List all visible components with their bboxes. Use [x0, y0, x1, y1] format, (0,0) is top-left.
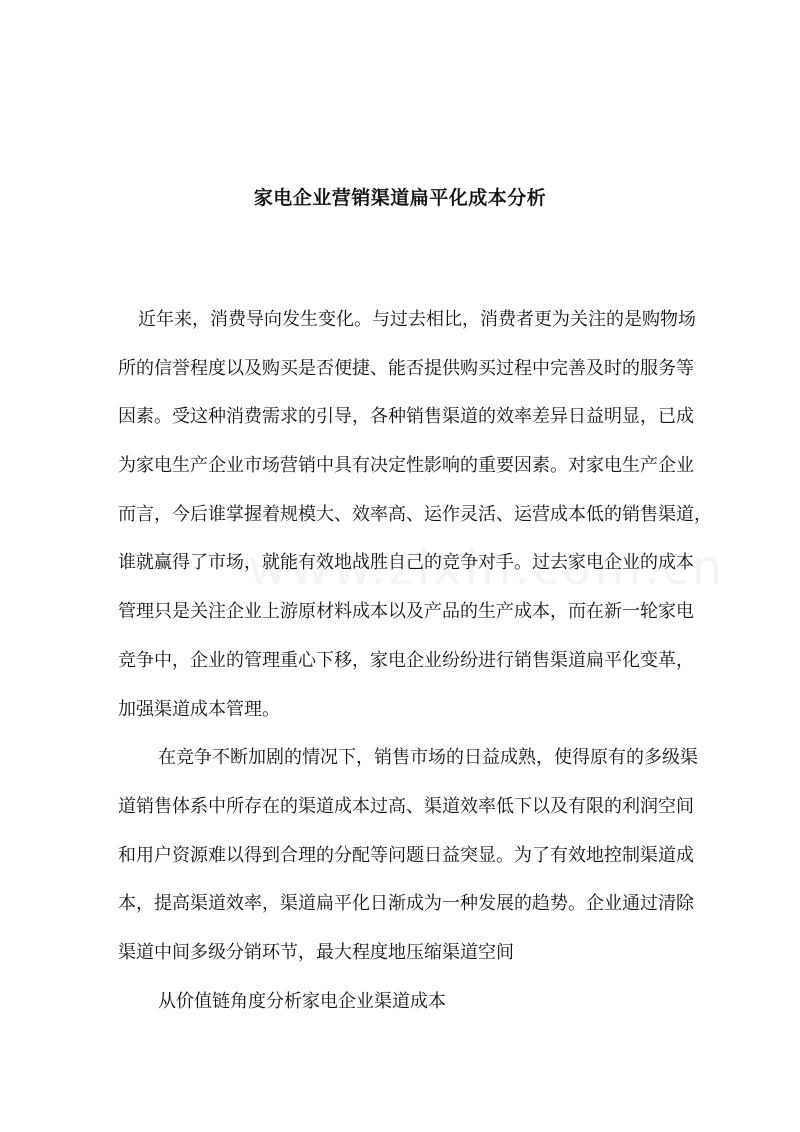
paragraph-1-line-1: 近年来，消费导向发生变化。与过去相比，消费者更为关注的是购物场	[138, 309, 696, 330]
paragraph-1-line-8: 竞争中，企业的管理重心下移，家电企业纷纷进行销售渠道扁平化变革，	[118, 649, 694, 671]
paragraph-1-line-7: 管理只是关注企业上游原材料成本以及产品的生产成本，而在新一轮家电	[118, 601, 694, 623]
paragraph-1-line-3: 因素。受这种消费需求的引导，各种销售渠道的效率差异日益明显，已成	[118, 406, 694, 428]
document-title: 家电企业营销渠道扁平化成本分析	[253, 187, 547, 209]
paragraph-2-line-5: 渠道中间多级分销环节，最大程度地压缩渠道空间	[118, 941, 514, 963]
paragraph-1-line-4: 为家电生产企业市场营销中具有决定性影响的重要因素。对家电生产企业	[118, 455, 694, 477]
document-body	[118, 306, 730, 1036]
paragraph-2-line-3: 和用户资源难以得到合理的分配等问题日益突显。为了有效地控制渠道成	[118, 844, 694, 866]
paragraph-2-line-2: 道销售体系中所存在的渠道成本过高、渠道效率低下以及有限的利润空间	[118, 795, 694, 817]
section-heading: 从价值链角度分析家电企业渠道成本	[158, 990, 446, 1012]
paragraph-1-line-2: 所的信誉程度以及购买是否便捷、能否提供购买过程中完善及时的服务等	[118, 357, 694, 379]
paragraph-1-line-9: 加强渠道成本管理。	[118, 698, 280, 720]
paragraph-1-line-5: 而言，今后谁掌握着规模大、效率高、运作灵活、运营成本低的销售渠道，	[118, 503, 712, 525]
paragraph-1-line-6: 谁就赢得了市场，就能有效地战胜自己的竞争对手。过去家电企业的成本	[118, 552, 694, 574]
paragraph-2-line-1: 在竞争不断加剧的情况下，销售市场的日益成熟，使得原有的多级渠	[158, 747, 698, 769]
paragraph-2-line-4: 本，提高渠道效率，渠道扁平化日渐成为一种发展的趋势。企业通过清除	[118, 893, 694, 915]
